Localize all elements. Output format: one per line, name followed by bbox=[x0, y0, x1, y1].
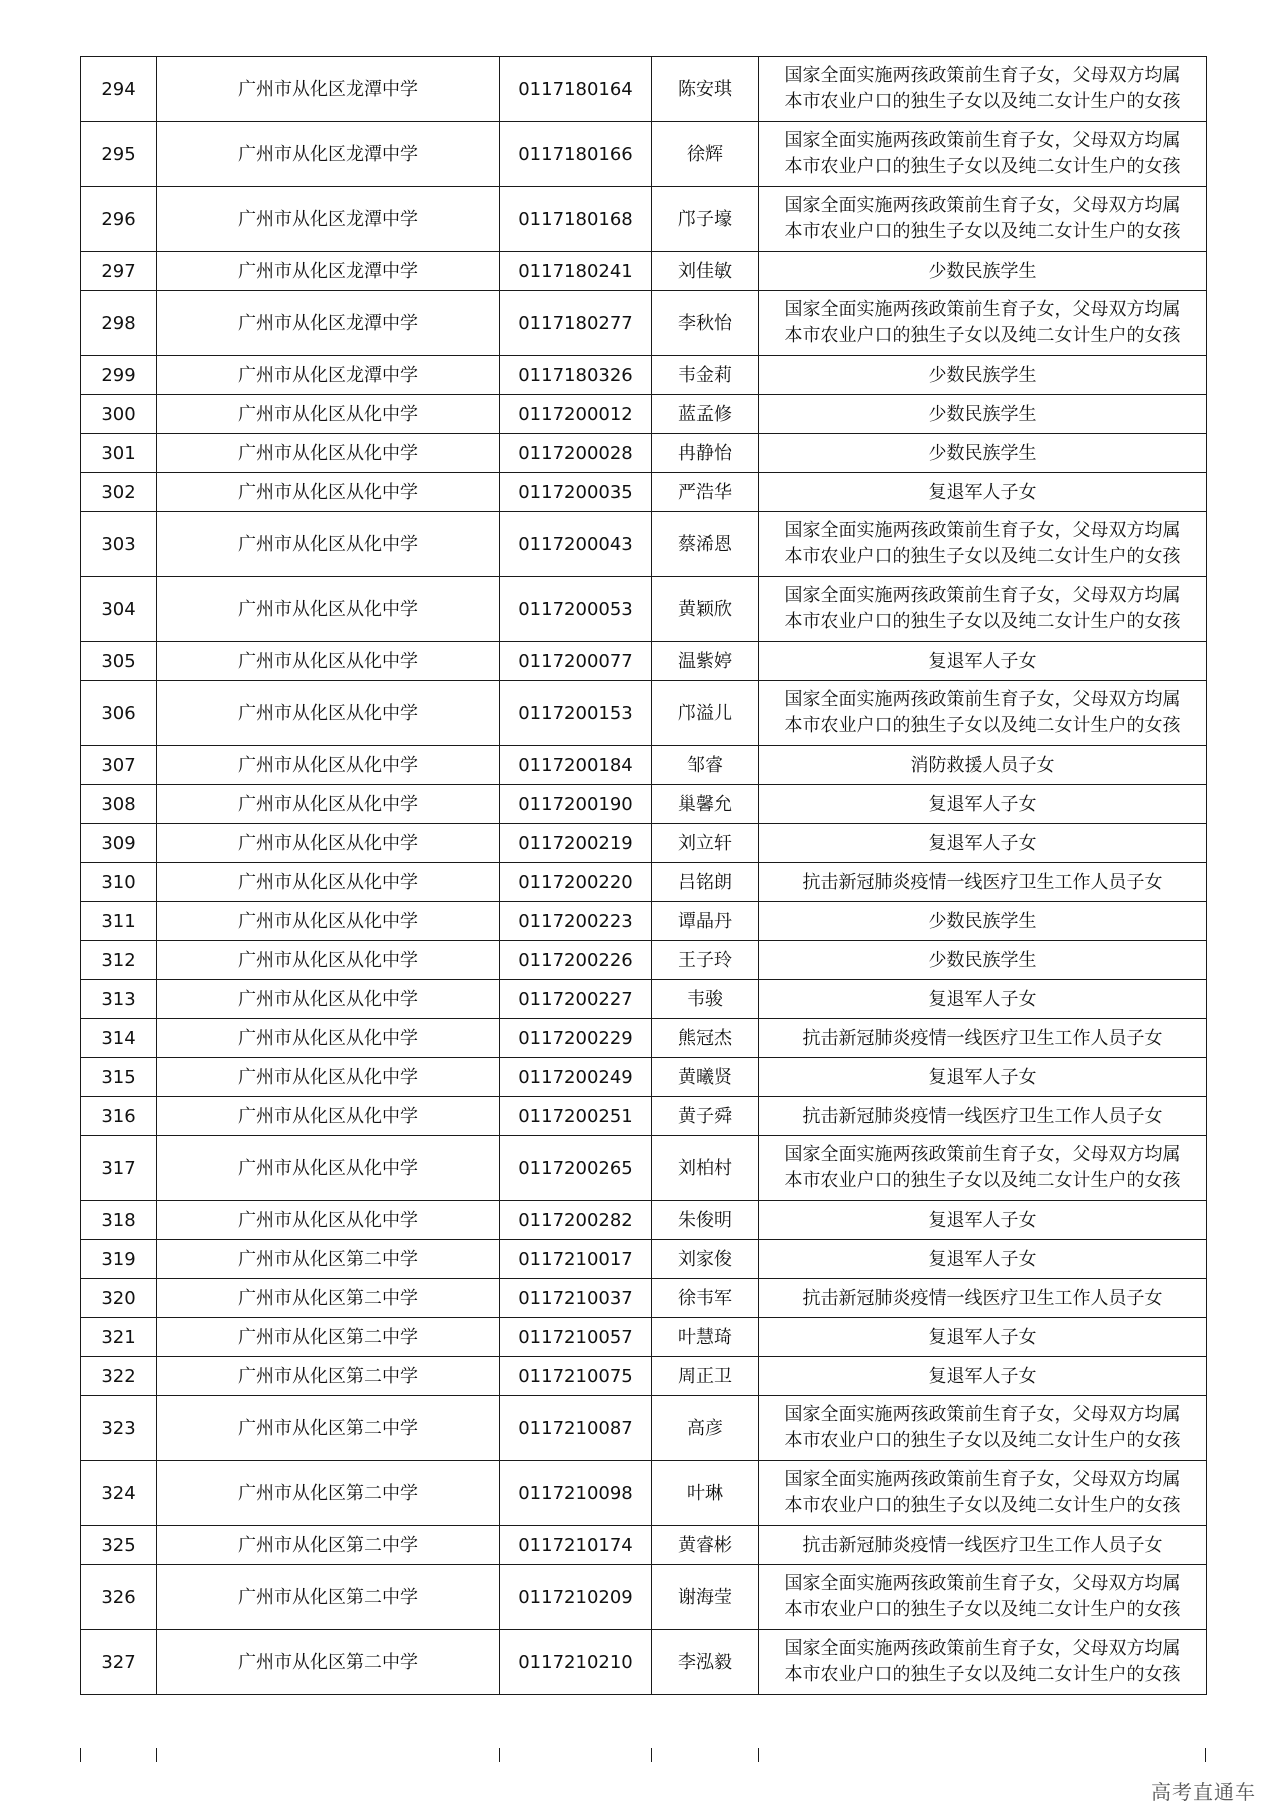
eligibility-category-line: 复退军人子女 bbox=[928, 1209, 1037, 1231]
student-name-cell: 徐韦军 bbox=[652, 1279, 759, 1318]
student-name-cell: 韦金莉 bbox=[652, 356, 759, 395]
table-row bbox=[81, 746, 1207, 785]
school-cell: 广州市从化区从化中学 bbox=[157, 746, 500, 785]
eligibility-category-line: 少数民族学生 bbox=[928, 910, 1037, 932]
row-number-cell: 308 bbox=[81, 785, 157, 824]
eligibility-category-cell bbox=[759, 187, 1207, 252]
student-name-cell: 严浩华 bbox=[652, 473, 759, 512]
table-continuation-rules bbox=[80, 1748, 1206, 1762]
candidate-id-cell: 0117200227 bbox=[500, 980, 652, 1019]
row-number-cell: 307 bbox=[81, 746, 157, 785]
candidate-id-cell: 0117180164 bbox=[500, 57, 652, 122]
school-cell: 广州市从化区从化中学 bbox=[157, 824, 500, 863]
eligibility-category-line: 国家全面实施两孩政策前生育子女，父母双方均属 bbox=[784, 1404, 1181, 1425]
eligibility-category-line: 复退军人子女 bbox=[928, 650, 1037, 672]
table-row bbox=[81, 681, 1207, 746]
school-cell: 广州市从化区龙潭中学 bbox=[157, 356, 500, 395]
student-name-cell: 黄曦贤 bbox=[652, 1058, 759, 1097]
eligibility-category-cell bbox=[759, 1357, 1207, 1396]
eligibility-category-line: 少数民族学生 bbox=[928, 403, 1037, 425]
candidate-id-cell: 0117200229 bbox=[500, 1019, 652, 1058]
school-cell: 广州市从化区从化中学 bbox=[157, 941, 500, 980]
row-number-cell: 316 bbox=[81, 1097, 157, 1136]
candidate-id-cell: 0117200282 bbox=[500, 1201, 652, 1240]
table-row bbox=[81, 1565, 1207, 1630]
row-number-cell: 315 bbox=[81, 1058, 157, 1097]
eligibility-category-cell bbox=[759, 252, 1207, 291]
eligibility-category-cell bbox=[759, 434, 1207, 473]
row-number-cell: 298 bbox=[81, 291, 157, 356]
student-name-cell: 叶琳 bbox=[652, 1461, 759, 1526]
candidate-id-cell: 0117200035 bbox=[500, 473, 652, 512]
candidate-id-cell: 0117200223 bbox=[500, 902, 652, 941]
eligibility-category-cell bbox=[759, 1058, 1207, 1097]
row-number-cell: 303 bbox=[81, 512, 157, 577]
table-row bbox=[81, 473, 1207, 512]
row-number-cell: 326 bbox=[81, 1565, 157, 1630]
student-name-cell: 谭晶丹 bbox=[652, 902, 759, 941]
table-row bbox=[81, 941, 1207, 980]
eligibility-category-cell bbox=[759, 1279, 1207, 1318]
student-name-cell: 韦骏 bbox=[652, 980, 759, 1019]
school-cell: 广州市从化区第二中学 bbox=[157, 1318, 500, 1357]
row-number-cell: 311 bbox=[81, 902, 157, 941]
row-number-cell: 317 bbox=[81, 1136, 157, 1201]
student-name-cell: 高彦 bbox=[652, 1396, 759, 1461]
eligibility-category-cell bbox=[759, 512, 1207, 577]
candidate-id-cell: 0117200265 bbox=[500, 1136, 652, 1201]
candidate-id-cell: 0117200028 bbox=[500, 434, 652, 473]
eligibility-category-cell bbox=[759, 577, 1207, 642]
eligibility-category-cell bbox=[759, 1136, 1207, 1201]
candidate-id-cell: 0117200053 bbox=[500, 577, 652, 642]
school-cell: 广州市从化区从化中学 bbox=[157, 434, 500, 473]
student-name-cell: 蓝孟修 bbox=[652, 395, 759, 434]
eligibility-category-cell bbox=[759, 1240, 1207, 1279]
table-row bbox=[81, 1136, 1207, 1201]
eligibility-category-line: 复退军人子女 bbox=[928, 481, 1037, 503]
student-name-cell: 邝子壕 bbox=[652, 187, 759, 252]
row-number-cell: 321 bbox=[81, 1318, 157, 1357]
eligibility-category-line: 本市农业户口的独生子女以及纯二女计生户的女孩 bbox=[784, 325, 1181, 346]
school-cell: 广州市从化区从化中学 bbox=[157, 1201, 500, 1240]
table-row bbox=[81, 1097, 1207, 1136]
eligibility-category-line: 复退军人子女 bbox=[928, 988, 1037, 1010]
student-name-cell: 温紫婷 bbox=[652, 642, 759, 681]
school-cell: 广州市从化区龙潭中学 bbox=[157, 291, 500, 356]
student-name-cell: 蔡浠恩 bbox=[652, 512, 759, 577]
admission-roster-table bbox=[80, 56, 1207, 1695]
table-row bbox=[81, 395, 1207, 434]
candidate-id-cell: 0117200220 bbox=[500, 863, 652, 902]
eligibility-category-cell bbox=[759, 1461, 1207, 1526]
eligibility-category-cell bbox=[759, 980, 1207, 1019]
student-name-cell: 刘佳敏 bbox=[652, 252, 759, 291]
row-number-cell: 306 bbox=[81, 681, 157, 746]
row-number-cell: 295 bbox=[81, 122, 157, 187]
student-name-cell: 李秋怡 bbox=[652, 291, 759, 356]
row-number-cell: 294 bbox=[81, 57, 157, 122]
row-number-cell: 318 bbox=[81, 1201, 157, 1240]
row-number-cell: 301 bbox=[81, 434, 157, 473]
candidate-id-cell: 0117210075 bbox=[500, 1357, 652, 1396]
eligibility-category-line: 抗击新冠肺炎疫情一线医疗卫生工作人员子女 bbox=[802, 1027, 1163, 1049]
eligibility-category-cell bbox=[759, 863, 1207, 902]
eligibility-category-line: 本市农业户口的独生子女以及纯二女计生户的女孩 bbox=[784, 546, 1181, 567]
student-name-cell: 刘家俊 bbox=[652, 1240, 759, 1279]
school-cell: 广州市从化区从化中学 bbox=[157, 1097, 500, 1136]
eligibility-category-line: 少数民族学生 bbox=[928, 949, 1037, 971]
row-number-cell: 312 bbox=[81, 941, 157, 980]
eligibility-category-line: 少数民族学生 bbox=[928, 364, 1037, 386]
candidate-id-cell: 0117200190 bbox=[500, 785, 652, 824]
table-row bbox=[81, 1019, 1207, 1058]
eligibility-category-cell bbox=[759, 291, 1207, 356]
candidate-id-cell: 0117200249 bbox=[500, 1058, 652, 1097]
school-cell: 广州市从化区第二中学 bbox=[157, 1630, 500, 1695]
candidate-id-cell: 0117210210 bbox=[500, 1630, 652, 1695]
table-row bbox=[81, 824, 1207, 863]
candidate-id-cell: 0117200219 bbox=[500, 824, 652, 863]
table-row bbox=[81, 1318, 1207, 1357]
row-number-cell: 302 bbox=[81, 473, 157, 512]
table-row bbox=[81, 980, 1207, 1019]
eligibility-category-cell bbox=[759, 746, 1207, 785]
eligibility-category-line: 本市农业户口的独生子女以及纯二女计生户的女孩 bbox=[784, 1495, 1181, 1516]
eligibility-category-line: 国家全面实施两孩政策前生育子女，父母双方均属 bbox=[784, 130, 1181, 151]
eligibility-category-cell bbox=[759, 681, 1207, 746]
eligibility-category-line: 国家全面实施两孩政策前生育子女，父母双方均属 bbox=[784, 1573, 1181, 1594]
student-name-cell: 李泓毅 bbox=[652, 1630, 759, 1695]
row-number-cell: 313 bbox=[81, 980, 157, 1019]
school-cell: 广州市从化区从化中学 bbox=[157, 902, 500, 941]
table-row bbox=[81, 1630, 1207, 1695]
table-row bbox=[81, 122, 1207, 187]
table-row bbox=[81, 434, 1207, 473]
student-name-cell: 黄颖欣 bbox=[652, 577, 759, 642]
candidate-id-cell: 0117210174 bbox=[500, 1526, 652, 1565]
student-name-cell: 刘柏村 bbox=[652, 1136, 759, 1201]
row-number-cell: 304 bbox=[81, 577, 157, 642]
student-name-cell: 熊冠杰 bbox=[652, 1019, 759, 1058]
watermark-text: 高考直通车 bbox=[1151, 1780, 1256, 1804]
row-number-cell: 297 bbox=[81, 252, 157, 291]
eligibility-category-line: 少数民族学生 bbox=[928, 442, 1037, 464]
eligibility-category-line: 消防救援人员子女 bbox=[910, 754, 1055, 776]
school-cell: 广州市从化区龙潭中学 bbox=[157, 122, 500, 187]
student-name-cell: 谢海莹 bbox=[652, 1565, 759, 1630]
table-row bbox=[81, 291, 1207, 356]
eligibility-category-cell bbox=[759, 1019, 1207, 1058]
student-name-cell: 邝溢儿 bbox=[652, 681, 759, 746]
candidate-id-cell: 0117200077 bbox=[500, 642, 652, 681]
candidate-id-cell: 0117210209 bbox=[500, 1565, 652, 1630]
eligibility-category-line: 抗击新冠肺炎疫情一线医疗卫生工作人员子女 bbox=[802, 1105, 1163, 1127]
student-name-cell: 徐辉 bbox=[652, 122, 759, 187]
table-row bbox=[81, 252, 1207, 291]
student-name-cell: 冉静怡 bbox=[652, 434, 759, 473]
candidate-id-cell: 0117180326 bbox=[500, 356, 652, 395]
student-name-cell: 刘立轩 bbox=[652, 824, 759, 863]
row-number-cell: 309 bbox=[81, 824, 157, 863]
eligibility-category-cell bbox=[759, 395, 1207, 434]
school-cell: 广州市从化区从化中学 bbox=[157, 785, 500, 824]
eligibility-category-cell bbox=[759, 1630, 1207, 1695]
eligibility-category-line: 复退军人子女 bbox=[928, 1326, 1037, 1348]
eligibility-category-line: 本市农业户口的独生子女以及纯二女计生户的女孩 bbox=[784, 1170, 1181, 1191]
eligibility-category-line: 复退军人子女 bbox=[928, 1365, 1037, 1387]
eligibility-category-cell bbox=[759, 1201, 1207, 1240]
eligibility-category-line: 本市农业户口的独生子女以及纯二女计生户的女孩 bbox=[784, 611, 1181, 632]
eligibility-category-line: 国家全面实施两孩政策前生育子女，父母双方均属 bbox=[784, 65, 1181, 86]
school-cell: 广州市从化区第二中学 bbox=[157, 1565, 500, 1630]
eligibility-category-line: 本市农业户口的独生子女以及纯二女计生户的女孩 bbox=[784, 715, 1181, 736]
candidate-id-cell: 0117180166 bbox=[500, 122, 652, 187]
table-row bbox=[81, 57, 1207, 122]
school-cell: 广州市从化区第二中学 bbox=[157, 1357, 500, 1396]
school-cell: 广州市从化区龙潭中学 bbox=[157, 252, 500, 291]
row-number-cell: 299 bbox=[81, 356, 157, 395]
eligibility-category-cell bbox=[759, 902, 1207, 941]
eligibility-category-cell bbox=[759, 824, 1207, 863]
student-name-cell: 周正卫 bbox=[652, 1357, 759, 1396]
row-number-cell: 323 bbox=[81, 1396, 157, 1461]
eligibility-category-line: 复退军人子女 bbox=[928, 1066, 1037, 1088]
table-row bbox=[81, 902, 1207, 941]
row-number-cell: 319 bbox=[81, 1240, 157, 1279]
eligibility-category-cell bbox=[759, 356, 1207, 395]
school-cell: 广州市从化区从化中学 bbox=[157, 980, 500, 1019]
candidate-id-cell: 0117200043 bbox=[500, 512, 652, 577]
eligibility-category-line: 国家全面实施两孩政策前生育子女，父母双方均属 bbox=[784, 1469, 1181, 1490]
candidate-id-cell: 0117180277 bbox=[500, 291, 652, 356]
row-number-cell: 314 bbox=[81, 1019, 157, 1058]
eligibility-category-cell bbox=[759, 1318, 1207, 1357]
school-cell: 广州市从化区龙潭中学 bbox=[157, 57, 500, 122]
row-number-cell: 327 bbox=[81, 1630, 157, 1695]
eligibility-category-cell bbox=[759, 1396, 1207, 1461]
eligibility-category-line: 国家全面实施两孩政策前生育子女，父母双方均属 bbox=[784, 299, 1181, 320]
table-row bbox=[81, 642, 1207, 681]
row-number-cell: 296 bbox=[81, 187, 157, 252]
eligibility-category-cell bbox=[759, 941, 1207, 980]
eligibility-category-cell bbox=[759, 642, 1207, 681]
eligibility-category-line: 抗击新冠肺炎疫情一线医疗卫生工作人员子女 bbox=[802, 1534, 1163, 1556]
table-row bbox=[81, 1201, 1207, 1240]
table-row bbox=[81, 1396, 1207, 1461]
table-row bbox=[81, 1240, 1207, 1279]
eligibility-category-line: 本市农业户口的独生子女以及纯二女计生户的女孩 bbox=[784, 1664, 1181, 1685]
school-cell: 广州市从化区从化中学 bbox=[157, 512, 500, 577]
eligibility-category-line: 国家全面实施两孩政策前生育子女，父母双方均属 bbox=[784, 195, 1181, 216]
roster-table-body bbox=[81, 57, 1207, 1695]
school-cell: 广州市从化区从化中学 bbox=[157, 473, 500, 512]
student-name-cell: 叶慧琦 bbox=[652, 1318, 759, 1357]
school-cell: 广州市从化区第二中学 bbox=[157, 1279, 500, 1318]
eligibility-category-cell bbox=[759, 122, 1207, 187]
eligibility-category-line: 少数民族学生 bbox=[928, 260, 1037, 282]
table-row bbox=[81, 577, 1207, 642]
school-cell: 广州市从化区从化中学 bbox=[157, 1136, 500, 1201]
eligibility-category-line: 本市农业户口的独生子女以及纯二女计生户的女孩 bbox=[784, 221, 1181, 242]
student-name-cell: 陈安琪 bbox=[652, 57, 759, 122]
candidate-id-cell: 0117200012 bbox=[500, 395, 652, 434]
school-cell: 广州市从化区从化中学 bbox=[157, 642, 500, 681]
candidate-id-cell: 0117180168 bbox=[500, 187, 652, 252]
eligibility-category-line: 抗击新冠肺炎疫情一线医疗卫生工作人员子女 bbox=[802, 1287, 1163, 1309]
school-cell: 广州市从化区从化中学 bbox=[157, 577, 500, 642]
eligibility-category-cell bbox=[759, 1097, 1207, 1136]
table-row bbox=[81, 1058, 1207, 1097]
eligibility-category-cell bbox=[759, 57, 1207, 122]
table-row bbox=[81, 1279, 1207, 1318]
eligibility-category-cell bbox=[759, 785, 1207, 824]
candidate-id-cell: 0117200251 bbox=[500, 1097, 652, 1136]
student-name-cell: 王子玲 bbox=[652, 941, 759, 980]
row-number-cell: 310 bbox=[81, 863, 157, 902]
eligibility-category-line: 国家全面实施两孩政策前生育子女，父母双方均属 bbox=[784, 689, 1181, 710]
candidate-id-cell: 0117200184 bbox=[500, 746, 652, 785]
row-number-cell: 324 bbox=[81, 1461, 157, 1526]
table-row bbox=[81, 1357, 1207, 1396]
student-name-cell: 朱俊明 bbox=[652, 1201, 759, 1240]
school-cell: 广州市从化区从化中学 bbox=[157, 681, 500, 746]
school-cell: 广州市从化区龙潭中学 bbox=[157, 187, 500, 252]
table-row bbox=[81, 785, 1207, 824]
eligibility-category-line: 国家全面实施两孩政策前生育子女，父母双方均属 bbox=[784, 1638, 1181, 1659]
eligibility-category-line: 复退军人子女 bbox=[928, 793, 1037, 815]
row-number-cell: 322 bbox=[81, 1357, 157, 1396]
eligibility-category-cell bbox=[759, 1526, 1207, 1565]
eligibility-category-cell bbox=[759, 1565, 1207, 1630]
candidate-id-cell: 0117200226 bbox=[500, 941, 652, 980]
student-name-cell: 巢馨允 bbox=[652, 785, 759, 824]
eligibility-category-line: 本市农业户口的独生子女以及纯二女计生户的女孩 bbox=[784, 91, 1181, 112]
candidate-id-cell: 0117180241 bbox=[500, 252, 652, 291]
student-name-cell: 黄子舜 bbox=[652, 1097, 759, 1136]
row-number-cell: 300 bbox=[81, 395, 157, 434]
school-cell: 广州市从化区第二中学 bbox=[157, 1240, 500, 1279]
table-row bbox=[81, 1526, 1207, 1565]
table-row bbox=[81, 863, 1207, 902]
eligibility-category-line: 国家全面实施两孩政策前生育子女，父母双方均属 bbox=[784, 520, 1181, 541]
eligibility-category-line: 复退军人子女 bbox=[928, 832, 1037, 854]
student-name-cell: 吕铭朗 bbox=[652, 863, 759, 902]
row-number-cell: 305 bbox=[81, 642, 157, 681]
eligibility-category-line: 本市农业户口的独生子女以及纯二女计生户的女孩 bbox=[784, 156, 1181, 177]
eligibility-category-line: 本市农业户口的独生子女以及纯二女计生户的女孩 bbox=[784, 1599, 1181, 1620]
row-number-cell: 320 bbox=[81, 1279, 157, 1318]
eligibility-category-cell bbox=[759, 473, 1207, 512]
school-cell: 广州市从化区第二中学 bbox=[157, 1396, 500, 1461]
school-cell: 广州市从化区第二中学 bbox=[157, 1461, 500, 1526]
table-row bbox=[81, 1461, 1207, 1526]
candidate-id-cell: 0117210098 bbox=[500, 1461, 652, 1526]
school-cell: 广州市从化区从化中学 bbox=[157, 1019, 500, 1058]
candidate-id-cell: 0117210087 bbox=[500, 1396, 652, 1461]
eligibility-category-line: 本市农业户口的独生子女以及纯二女计生户的女孩 bbox=[784, 1430, 1181, 1451]
eligibility-category-line: 抗击新冠肺炎疫情一线医疗卫生工作人员子女 bbox=[802, 871, 1163, 893]
candidate-id-cell: 0117210037 bbox=[500, 1279, 652, 1318]
table-row bbox=[81, 512, 1207, 577]
roster-page bbox=[80, 56, 1206, 1695]
table-row bbox=[81, 356, 1207, 395]
student-name-cell: 邹睿 bbox=[652, 746, 759, 785]
table-row bbox=[81, 187, 1207, 252]
student-name-cell: 黄睿彬 bbox=[652, 1526, 759, 1565]
candidate-id-cell: 0117210017 bbox=[500, 1240, 652, 1279]
eligibility-category-line: 复退军人子女 bbox=[928, 1248, 1037, 1270]
school-cell: 广州市从化区从化中学 bbox=[157, 1058, 500, 1097]
candidate-id-cell: 0117210057 bbox=[500, 1318, 652, 1357]
row-number-cell: 325 bbox=[81, 1526, 157, 1565]
eligibility-category-line: 国家全面实施两孩政策前生育子女，父母双方均属 bbox=[784, 585, 1181, 606]
school-cell: 广州市从化区从化中学 bbox=[157, 863, 500, 902]
eligibility-category-line: 国家全面实施两孩政策前生育子女，父母双方均属 bbox=[784, 1144, 1181, 1165]
candidate-id-cell: 0117200153 bbox=[500, 681, 652, 746]
school-cell: 广州市从化区从化中学 bbox=[157, 395, 500, 434]
school-cell: 广州市从化区第二中学 bbox=[157, 1526, 500, 1565]
